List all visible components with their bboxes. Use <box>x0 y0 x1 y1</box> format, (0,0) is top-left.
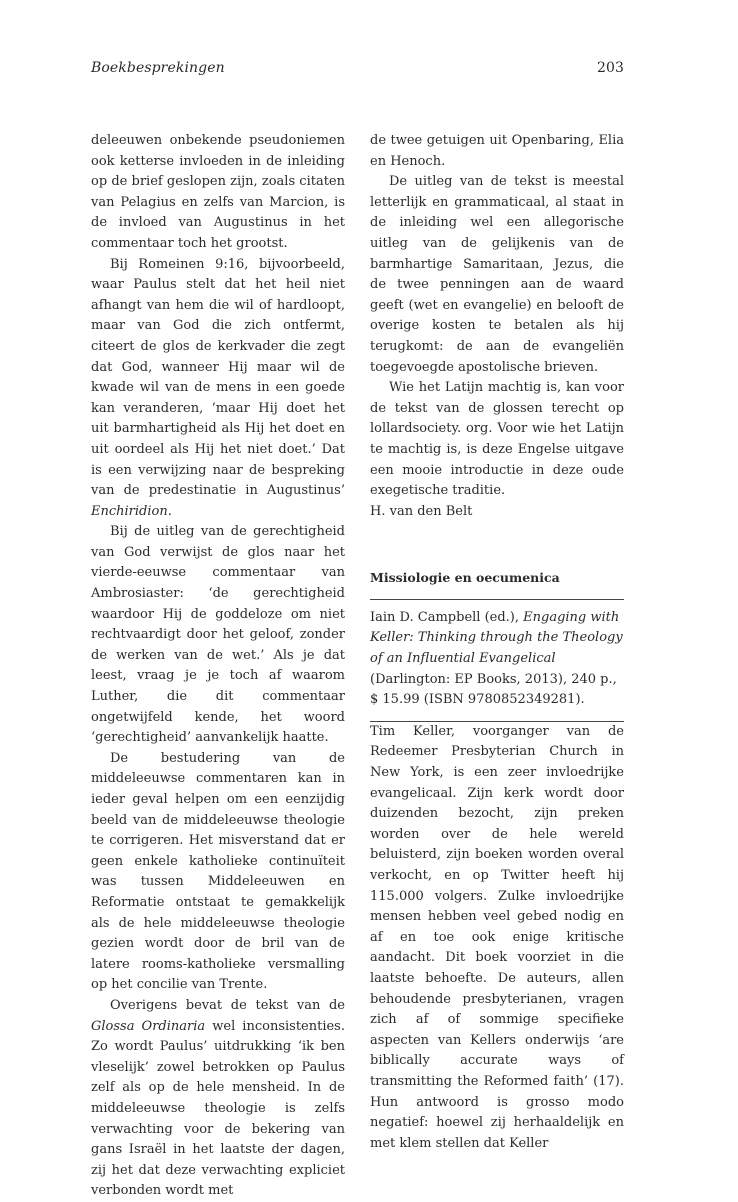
italic-title: Enchiridion <box>91 503 168 519</box>
right-column <box>370 131 624 1154</box>
bibliographic-entry <box>370 608 624 722</box>
section-heading: Missiologie en oecumenica <box>370 568 624 600</box>
book-title: Engaging with Keller: Thinking through the Theology of an Influential Evangelical <box>370 609 623 667</box>
paragraph: Tim Keller, voorganger van de Redeemer Presbyterian Church in New York, is een zeer invloedrijke evangelicaal. Zijn kerk wordt door duizenden bezocht, zijn preken worden over de hele wereld beluisterd, zijn boeken worden overal verkocht, en op Twitter heeft hij 115.000 volgers. Zulke invloedrijke mensen hebben veel gebed nodig en af en toe ook enige kritische aandacht. Dit boek voorziet in die laatste behoefte. De auteurs, allen behoudende presbyterianen, vragen zich af of sommige specifieke aspecten van Kellers onderwijs ‘are biblically accurate ways of transmitting the Reformed faith’ (17). Hun antwoord is grosso modo negatief: hoewel zij herhaaldelijk en met klem stellen dat Keller <box>370 723 624 1151</box>
reviewer-signature: H. van den Belt <box>370 503 473 519</box>
paragraph: deleeuwen onbekende pseudoniemen ook ketterse invloeden in de inleiding op de brief geslopen zijn, zoals citaten van Pelagius en zelfs van Marcion, is de invloed van Augustinus in het commentaar toch het grootst. <box>91 133 345 251</box>
left-column <box>91 131 345 1202</box>
running-header-title: Boekbesprekingen <box>91 60 225 76</box>
paragraph: De bestudering van de middeleeuwse commentaren kan in ieder geval helpen om een eenzijdig beeld van de middeleeuwse theologie te corrigeren. Het misverstand dat er geen enkele katholieke continuïteit was tussen Middeleeuwen en Reformatie ontstaat te gemakkelijk als de hele middeleeuwse theologie gezien wordt door de bril van de latere rooms-katholieke versmalling op het concilie van Trente. <box>91 750 345 993</box>
italic-title: Glossa Ordinaria <box>91 1018 206 1034</box>
paragraph: de twee getuigen uit Openbaring, Elia en Henoch. <box>370 133 624 169</box>
paragraph: Overigens bevat de tekst van de Glossa Ordinaria wel inconsistenties. Zo wordt Paulus’ uitdrukking ‘ik ben vleselijk’ zowel betrokken op Paulus zelf als op de hele mensheid. In de middeleeuwse theologie is zelfs verwachting voor de bekering van gans Israël in het laatste der dagen, zij het dat deze verwachting expliciet verbonden wordt met <box>91 997 345 1199</box>
paragraph: De uitleg van de tekst is meestal letterlijk en grammaticaal, al staat in de inleiding wel een allegorische uitleg van de gelijkenis van de barmhartige Samaritaan, Jezus, die de twee penningen aan de waard geeft (wet en evangelie) en belooft de overige kosten te betalen als hij terugkomt: de aan de evangeliën toegevoegde apostolische brieven. <box>370 174 624 375</box>
paragraph: Bij de uitleg van de gerechtigheid van God verwijst de glos naar het vierde-eeuwse commentaar van Ambrosiaster: ‘de gerechtigheid waardoor Hij de goddeloze om niet rechtvaardigt door het geloof, zonder de werken van de wet.’ Als je dat leest, vraag je je toch af waarom Luther, die dit commentaar ongetwijfeld kende, het woord ‘gerechtigheid’ aanvankelijk haatte. <box>91 524 345 746</box>
citation: Iain D. Campbell (ed.), Engaging with Keller: Thinking through the Theology of an Influential Evangelical (Darlington: EP Books, 2013), 240 p., $ 15.99 (ISBN 9780852349281). <box>370 609 623 708</box>
paragraph: Bij Romeinen 9:16, bijvoorbeeld, waar Paulus stelt dat het heil niet afhangt van hem die wil of hardloopt, maar van God die zich ontfermt, citeert de glos de kerkvader die zegt dat God, wanneer Hij maar wil de kwade wil van de mens in een goede kan veranderen, ‘maar Hij doet het uit barmhartigheid als Hij het doet en uit oordeel als Hij het niet doet.’ Dat is een verwijzing naar de bespreking van de predestinatie in Augustinus’ Enchiridion. <box>91 256 345 519</box>
paragraph: Wie het Latijn machtig is, kan voor de tekst van de glossen terecht op lollardsociety. org. Voor wie het Latijn te machtig is, is deze Engelse uitgave een mooie introductie in deze oude exegetische traditie. <box>370 380 624 499</box>
page-number: 203 <box>596 60 624 76</box>
running-header <box>91 60 624 82</box>
